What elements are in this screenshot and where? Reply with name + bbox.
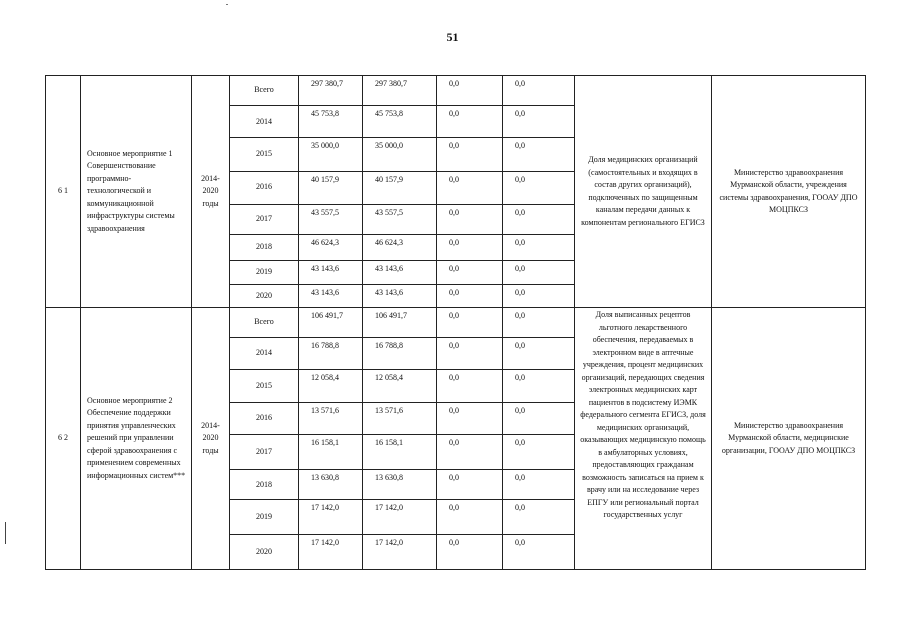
other-value: 0,0 [503,76,575,106]
table-row [46,76,866,106]
indicator-text: Доля медицинских организаций (самостоятельных и входящих в состав других организаций), подключенных по защищенным каналам передачи данных к компонентам регионального ЕГИСЗ [575,76,712,308]
total-value: 16 158,1 [299,435,363,470]
other-value: 0,0 [503,285,575,308]
total-value: 297 380,7 [299,76,363,106]
regional-value: 12 058,4 [363,369,437,402]
year-cell: 2015 [230,138,299,171]
regional-value: 43 143,6 [363,285,437,308]
federal-value: 0,0 [437,369,503,402]
federal-value: 0,0 [437,261,503,285]
other-value: 0,0 [503,435,575,470]
regional-value: 16 158,1 [363,435,437,470]
total-value: 12 058,4 [299,369,363,402]
regional-value: 45 753,8 [363,106,437,138]
year-cell: Всего [230,76,299,106]
year-cell: 2016 [230,171,299,204]
executor-text: Министерство здравоохранения Мурманской области, медицинские организации, ГООАУ ДПО МОЦПКСЗ [712,308,866,570]
regional-value: 35 000,0 [363,138,437,171]
other-value: 0,0 [503,337,575,369]
federal-value: 0,0 [437,171,503,204]
federal-value: 0,0 [437,534,503,569]
total-value: 43 557,5 [299,204,363,234]
federal-value: 0,0 [437,470,503,500]
year-cell: Всего [230,308,299,337]
other-value: 0,0 [503,369,575,402]
indicator-text: Доля выписанных рецептов льготного лекарственного обеспечения, передаваемых в электронном виде в аптечные учреждения, процент медицинских организаций, передающих сведения электронных медицинских карт пациентов в подсистему ИЭМК федерального сегмента ЕГИСЗ, доля медицинских организаций, оказывающих медицинскую помощь в амбулаторных условиях, предоставляющих гражданам возможность записаться на прием к врачу или на исследование через ЕПГУ или региональный портал государственных услуг [575,308,712,570]
year-cell: 2019 [230,261,299,285]
regional-value: 106 491,7 [363,308,437,337]
total-value: 40 157,9 [299,171,363,204]
other-value: 0,0 [503,171,575,204]
regional-value: 43 143,6 [363,261,437,285]
regional-value: 43 557,5 [363,204,437,234]
year-cell: 2016 [230,402,299,434]
other-value: 0,0 [503,308,575,337]
regional-value: 297 380,7 [363,76,437,106]
federal-value: 0,0 [437,435,503,470]
measure-number: 6 2 [46,308,81,570]
other-value: 0,0 [503,204,575,234]
year-cell: 2018 [230,234,299,260]
other-value: 0,0 [503,261,575,285]
regional-value: 16 788,8 [363,337,437,369]
total-value: 13 630,8 [299,470,363,500]
total-value: 45 753,8 [299,106,363,138]
measure-name: Основное мероприятие 2 Обеспечение поддержки принятия управленческих решений при управлении сферой здравоохранения с применением современных информационных систем*** [81,308,192,570]
regional-value: 13 630,8 [363,470,437,500]
year-cell: 2020 [230,534,299,569]
other-value: 0,0 [503,534,575,569]
federal-value: 0,0 [437,76,503,106]
federal-value: 0,0 [437,106,503,138]
other-value: 0,0 [503,470,575,500]
federal-value: 0,0 [437,337,503,369]
year-cell: 2019 [230,500,299,534]
year-cell: 2017 [230,435,299,470]
year-cell: 2018 [230,470,299,500]
total-value: 46 624,3 [299,234,363,260]
total-value: 16 788,8 [299,337,363,369]
federal-value: 0,0 [437,402,503,434]
year-cell: 2014 [230,106,299,138]
scan-dot [226,4,228,5]
program-table [45,75,866,570]
federal-value: 0,0 [437,138,503,171]
federal-value: 0,0 [437,308,503,337]
federal-value: 0,0 [437,500,503,534]
measure-number: 6 1 [46,76,81,308]
other-value: 0,0 [503,402,575,434]
measure-name: Основное мероприятие 1 Совершенствование программно-технологической и коммуникационной инфраструктуры системы здравоохранения [81,76,192,308]
other-value: 0,0 [503,234,575,260]
year-cell: 2020 [230,285,299,308]
total-value: 43 143,6 [299,261,363,285]
total-value: 35 000,0 [299,138,363,171]
measure-period: 2014-2020 годы [192,308,230,570]
year-cell: 2015 [230,369,299,402]
total-value: 17 142,0 [299,500,363,534]
regional-value: 17 142,0 [363,534,437,569]
executor-text: Министерство здравоохранения Мурманской области, учреждения системы здравоохранения, ГООАУ ДПО МОЦПКСЗ [712,76,866,308]
other-value: 0,0 [503,138,575,171]
total-value: 17 142,0 [299,534,363,569]
other-value: 0,0 [503,500,575,534]
margin-mark [5,522,6,544]
total-value: 13 571,6 [299,402,363,434]
regional-value: 40 157,9 [363,171,437,204]
regional-value: 17 142,0 [363,500,437,534]
table-row [46,308,866,337]
other-value: 0,0 [503,106,575,138]
year-cell: 2014 [230,337,299,369]
total-value: 43 143,6 [299,285,363,308]
federal-value: 0,0 [437,204,503,234]
page-number: 51 [446,30,459,44]
table-body [46,76,866,570]
total-value: 106 491,7 [299,308,363,337]
year-cell: 2017 [230,204,299,234]
regional-value: 13 571,6 [363,402,437,434]
federal-value: 0,0 [437,285,503,308]
regional-value: 46 624,3 [363,234,437,260]
measure-period: 2014-2020 годы [192,76,230,308]
federal-value: 0,0 [437,234,503,260]
